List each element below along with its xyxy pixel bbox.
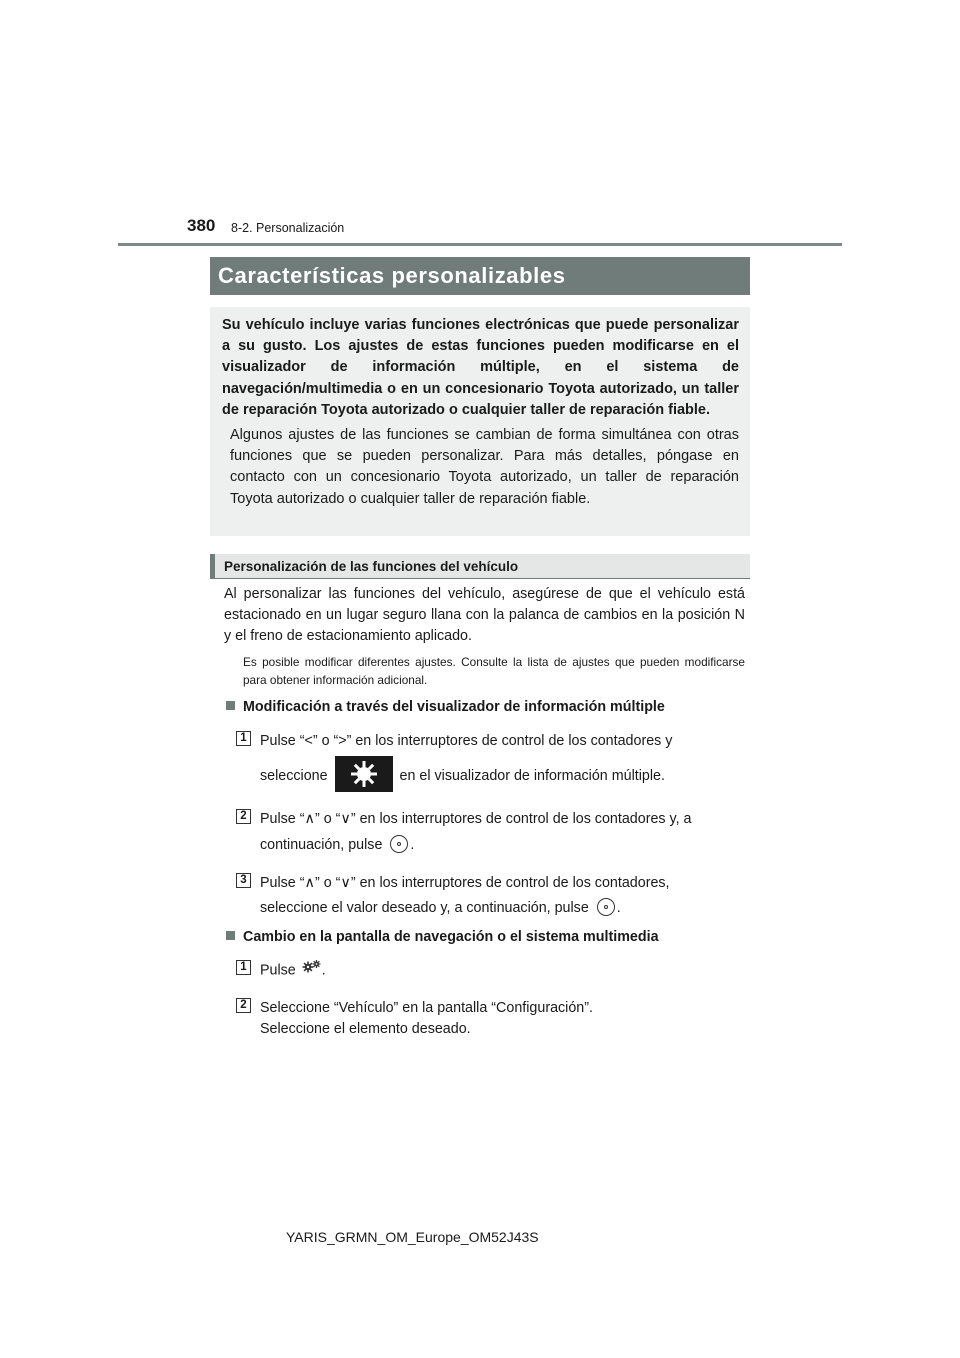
step-text-pre: Pulse	[260, 962, 296, 979]
ok-button-icon	[597, 898, 615, 916]
step-text-line1: Pulse “∧” o “∨” en los interruptores de control de los contadores,	[260, 875, 670, 891]
step-number: 1	[236, 731, 251, 746]
subsection-title: Personalización de las funciones del vehículo	[210, 554, 750, 579]
section-label: 8-2. Personalización	[231, 221, 345, 235]
page-number: 380	[187, 216, 216, 235]
step-number: 2	[236, 998, 251, 1013]
step-text-pre: seleccione el valor deseado y, a continuación, pulse	[260, 900, 589, 916]
step-number: 1	[236, 960, 251, 975]
step-text-pre: seleccione	[260, 768, 328, 784]
method2-heading	[226, 927, 659, 947]
method1-heading-text: Modificación a través del visualizador de información múltiple	[243, 699, 665, 715]
settings-gears-icon	[302, 959, 322, 980]
step-text-post: .	[616, 900, 621, 916]
gear-icon	[335, 756, 393, 792]
bullet-square-icon	[226, 701, 235, 710]
header-rule	[118, 243, 842, 246]
intro-note-text: Algunos ajustes de las funciones se cambian de forma simultánea con otras funciones que se pueden personalizar. Para más detalles, póngase en contacto con un concesionario Toyota autorizado, un taller de reparación Toyota autorizado o cualquier taller de reparación fiable.	[230, 427, 739, 507]
step-number: 2	[236, 809, 251, 824]
method2-heading-text: Cambio en la pantalla de navegación o el sistema multimedia	[243, 929, 659, 945]
page-title: Características personalizables	[210, 257, 750, 295]
step-text-line2	[260, 758, 745, 794]
intro-bold-text: Su vehículo incluye varias funciones electrónicas que puede personalizar a su gusto. Los ajustes de estas funciones pueden modificarse en el visualizador de información múltiple, en el sistema de navegación/multimedia o en un concesionario Toyota autorizado, un taller de reparación Toyota autorizado o cualquier taller de reparación fiable.	[222, 317, 739, 418]
footer-doc-id: YARIS_GRMN_OM_Europe_OM52J43S	[286, 1229, 539, 1245]
ok-button-icon	[390, 835, 408, 853]
bullet-square-icon	[226, 931, 235, 940]
step-text-post: .	[321, 962, 326, 979]
step-text-line1: Pulse “∧” o “∨” en los interruptores de control de los contadores y, a	[260, 811, 692, 827]
step-number: 3	[236, 873, 251, 888]
step-text-post: en el visualizador de información múltiple.	[399, 768, 665, 784]
step-text-line2	[260, 835, 745, 856]
step-text-pre: continuación, pulse	[260, 837, 383, 853]
method1-heading	[226, 697, 665, 717]
step-text	[260, 960, 745, 981]
subsection-note: Es posible modificar diferentes ajustes. Consulte la lista de ajustes que pueden modificarse para obtener información adicional.	[243, 655, 745, 687]
step-text-line1: Pulse “<” o “>” en los interruptores de control de los contadores y	[260, 733, 673, 749]
step-text-line2: Seleccione el elemento deseado.	[260, 1021, 471, 1037]
step-text-line2	[260, 898, 745, 919]
step-text-line1: Seleccione “Vehículo” en la pantalla “Configuración”.	[260, 1000, 593, 1016]
step-text-post: .	[410, 837, 415, 853]
intro-box	[210, 307, 750, 536]
subsection-paragraph: Al personalizar las funciones del vehículo, asegúrese de que el vehículo está estacionado en un lugar seguro llana con la palanca de cambios en la posición N y el freno de estacionamiento aplicado.	[224, 586, 745, 645]
